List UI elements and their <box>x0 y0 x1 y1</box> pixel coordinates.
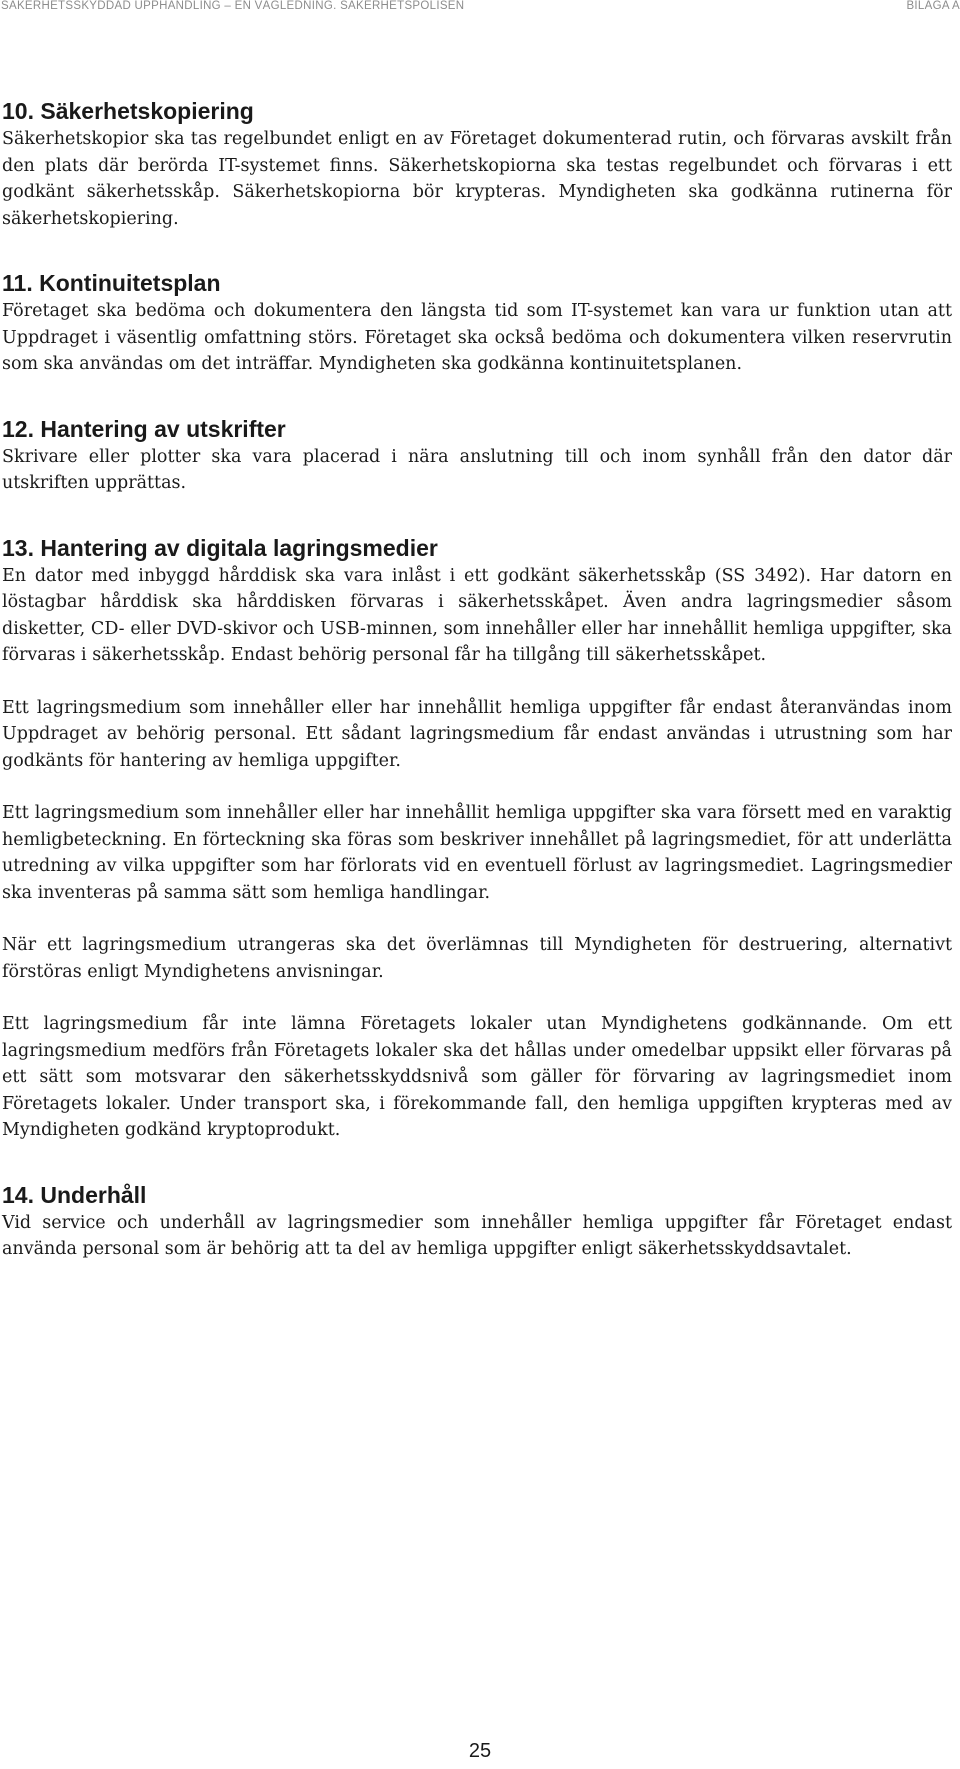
section-12-printouts <box>2 414 952 497</box>
document-body <box>2 96 952 1263</box>
section-11-continuity-plan <box>2 268 952 378</box>
section-paragraph: När ett lagringsmedium utrangeras ska det överlämnas till Myndigheten för destruering, alternativt förstöras enligt Myndighetens anvisningar. <box>2 935 952 982</box>
section-13-storage-media <box>2 533 952 1144</box>
section-paragraph: Skrivare eller plotter ska vara placerad i nära anslutning till och inom synhåll från den dator där utskriften upprättas. <box>2 446 952 493</box>
section-heading: 10. Säkerhetskopiering <box>2 98 254 124</box>
section-paragraph: Vid service och underhåll av lagringsmedier som innehåller hemliga uppgifter får Företaget endast använda personal som är behörig att ta del av hemliga uppgifter enligt säkerhetsskyddsavtalet. <box>2 1212 952 1259</box>
section-paragraph: En dator med inbyggd hårddisk ska vara inlåst i ett godkänt säkerhetsskåp (SS 3492). Har datorn en löstagbar hårddisk ska hårddisken förvaras i säkerhetsskåpet. Även andra lagringsmedier såsom disketter, CD- eller DVD-skivor och USB-minnen, som innehåller eller har innehållit hemliga uppgifter, ska förvaras i säkerhetsskåp. Endast behörig personal får ha tillgång till säkerhetsskåpet. <box>2 565 952 665</box>
section-paragraph: Företaget ska bedöma och dokumentera den längsta tid som IT-systemet kan vara ur funktion utan att Uppdraget i väsentlig omfattning störs. Företaget ska också bedöma och dokumentera vilken reservrutin som ska användas om det inträffar. Myndigheten ska godkänna kontinuitetsplanen. <box>2 301 952 374</box>
running-header <box>0 0 960 20</box>
section-paragraph: Ett lagringsmedium som innehåller eller har innehållit hemliga uppgifter får endast återanvändas inom Uppdraget av behörig personal. Ett sådant lagringsmedium får endast användas i utrustning som har godkänts för hantering av hemliga uppgifter. <box>2 697 952 771</box>
section-paragraph: Ett lagringsmedium får inte lämna Företagets lokaler utan Myndighetens godkännande. Om ett lagringsmedium medförs från Företagets lokaler ska det hållas under omedelbar uppsikt eller förvaras på ett sätt som motsvarar den säkerhetsskyddsnivå som gäller för förvaring av lagringsmediet inom Företagets lokaler. Under transport ska, i förekommande fall, den hemliga uppgiften krypteras med av Myndigheten godkänd kryptoprodukt. <box>2 1014 952 1140</box>
page-number: 25 <box>468 1740 492 1762</box>
section-heading: 13. Hantering av digitala lagringsmedier <box>2 534 438 561</box>
section-14-maintenance <box>2 1180 952 1263</box>
running-header-appendix: BILAGA A <box>906 0 960 12</box>
section-heading: 14. Underhåll <box>2 1181 147 1208</box>
section-paragraph: Ett lagringsmedium som innehåller eller har innehållit hemliga uppgifter ska vara försett med en varaktig hemligbeteckning. En förteckning ska föras som beskriver innehållet på lagringsmediet, för att underlätta utredning av vilka uppgifter som har förlorats vid en eventuell förlust av lagringsmediet. Lagringsmedier ska inventeras på samma sätt som hemliga handlingar. <box>2 803 952 903</box>
section-heading: 11. Kontinuitetsplan <box>2 270 221 296</box>
running-header-title: SÄKERHETSSKYDDAD UPPHANDLING – EN VÄGLEDNING. SÄKERHETSPOLISEN <box>1 0 465 12</box>
section-10-backup <box>2 96 952 232</box>
section-paragraph: Säkerhetskopior ska tas regelbundet enligt en av Företaget dokumenterad rutin, och förvaras avskilt från den plats där berörda IT-systemet finns. Säkerhetskopiorna ska testas regelbundet och förvaras i ett godkänt säkerhetsskåp. Säkerhetskopiorna bör krypteras. Myndigheten ska godkänna rutinerna för säkerhetskopiering. <box>2 129 952 229</box>
section-heading: 12. Hantering av utskrifter <box>2 415 286 442</box>
